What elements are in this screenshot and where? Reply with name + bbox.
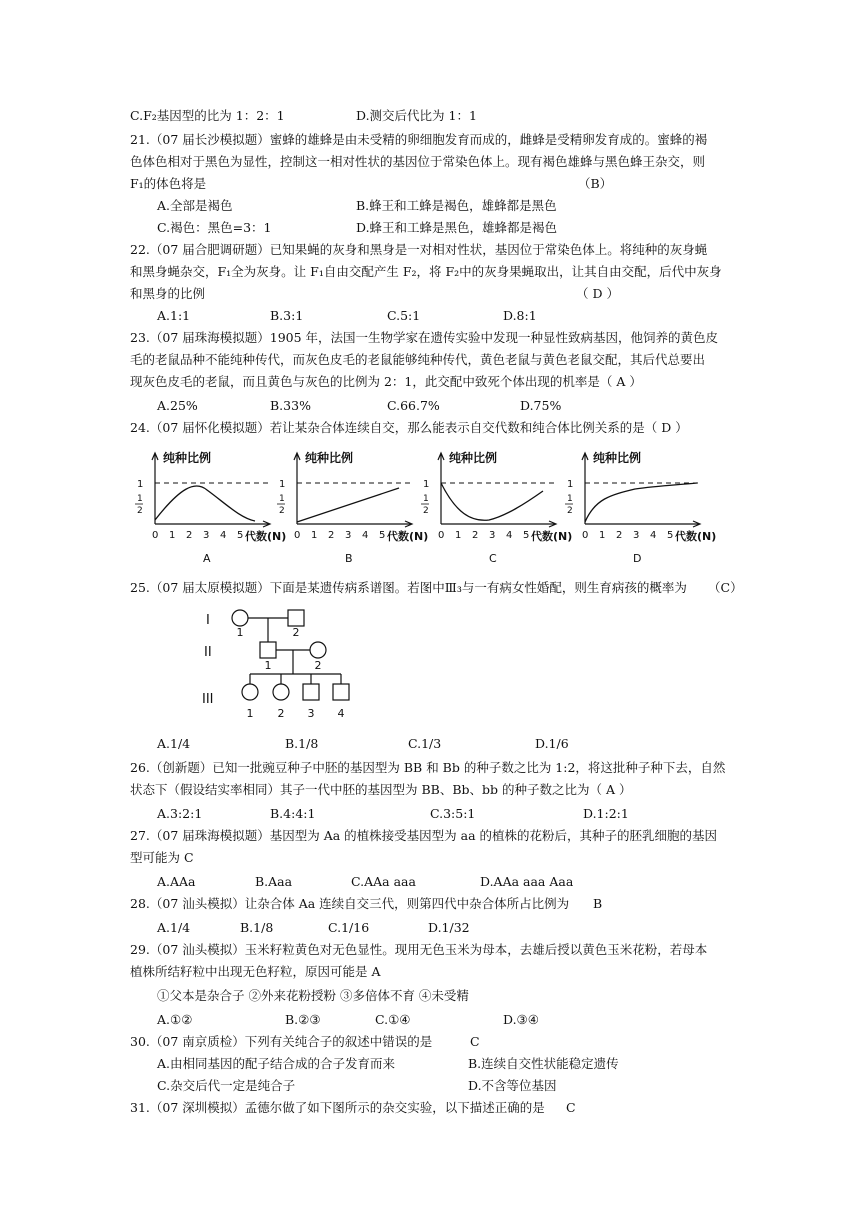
graph-a xyxy=(135,450,286,565)
pedigree-female-ii2 xyxy=(310,642,326,658)
q21-option-d: D.蜂王和工蜂是黑色，雄蜂都是褐色 xyxy=(356,220,558,235)
tick-label-x: 0 xyxy=(438,530,445,541)
tick-label-x: 4 xyxy=(362,530,369,541)
pedigree-num-i1: 1 xyxy=(236,626,244,639)
tick-label-half-den: 2 xyxy=(567,506,573,516)
y-axis-label: 纯种比例 xyxy=(593,451,642,465)
q27-option-a: A.AAa xyxy=(157,874,196,889)
x-axis-label: 代数(N) xyxy=(675,530,717,543)
q25-option-c: C.1/3 xyxy=(408,736,442,751)
y-axis-label: 纯种比例 xyxy=(449,451,498,465)
curve xyxy=(155,486,255,521)
option-c: C.F₂基因型的比为 1：2：1 xyxy=(130,108,285,123)
q30-option-c: C.杂交后代一定是纯合子 xyxy=(157,1078,296,1093)
q28-answer: B xyxy=(593,896,603,911)
tick-label-x: 1 xyxy=(599,530,606,541)
tick-label-half-num: 1 xyxy=(423,494,429,504)
q22-line3: 和黑身的比例 xyxy=(130,286,206,301)
tick-label-x: 5 xyxy=(523,530,530,541)
tick-label-x: 0 xyxy=(582,530,589,541)
tick-label-half-num: 1 xyxy=(279,494,285,504)
q26-option-d: D.1:2:1 xyxy=(583,806,629,821)
q22-line2: 和黑身蝇杂交，F₁全为灰身。让 F₁自由交配产生 F₂，将 F₂中的灰身果蝇取出，让其自由交配，后代中灰身 xyxy=(130,264,722,279)
tick-label-x: 5 xyxy=(379,530,386,541)
tick-label-half-den: 2 xyxy=(279,506,285,516)
curve xyxy=(441,483,543,520)
q27-option-b: B.Aaa xyxy=(255,874,293,889)
q23-option-c: C.66.7% xyxy=(387,398,440,413)
q29-line1: 29.（07 汕头模拟）玉米籽粒黄色对无色显性。现用无色玉米为母本，去雄后授以黄色玉米花粉，若母本 xyxy=(130,942,708,957)
q28-option-a: A.1/4 xyxy=(157,920,191,935)
q28-option-d: D.1/32 xyxy=(428,920,470,935)
q29-line2: 植株所结籽粒中出现无色籽粒，原因可能是 A xyxy=(130,964,381,979)
q26-option-b: B.4:4:1 xyxy=(270,806,316,821)
tick-label-x: 1 xyxy=(169,530,176,541)
tick-label-x: 4 xyxy=(220,530,227,541)
q27-option-d: D.AAa aaa Aaa xyxy=(480,874,574,889)
tick-label-y1: 1 xyxy=(137,479,144,490)
q23-option-a: A.25% xyxy=(157,398,198,413)
y-axis-label: 纯种比例 xyxy=(163,451,212,465)
pedigree-male-ii1 xyxy=(260,642,276,658)
q30-answer: C xyxy=(470,1034,480,1049)
q25-option-d: D.1/6 xyxy=(535,736,569,751)
pedigree-num-ii2: 2 xyxy=(314,659,322,672)
graph-name: C xyxy=(489,552,497,565)
q23-line1: 23.（07 届珠海模拟题）1905 年，法国一生物学家在遗传实验中发现一种显性致病基因，他饲养的黄色皮 xyxy=(130,330,719,345)
tick-label-x: 3 xyxy=(489,530,496,541)
pedigree-num-iii4: 4 xyxy=(337,707,345,720)
graph-name: D xyxy=(633,552,642,565)
tick-label-x: 2 xyxy=(186,530,193,541)
pedigree-num-ii1: 1 xyxy=(264,659,272,672)
q24-graphs xyxy=(0,446,860,576)
q23-line2: 毛的老鼠品种不能纯种传代，而灰色皮毛的老鼠能够纯种传代，黄色老鼠与黄色老鼠交配，其后代总要出 xyxy=(130,352,706,367)
q21-option-a: A.全部是褐色 xyxy=(157,198,233,213)
tick-label-half-num: 1 xyxy=(137,494,143,504)
q22-option-b: B.3:1 xyxy=(270,308,304,323)
q22-option-d: D.8:1 xyxy=(503,308,537,323)
q28-option-c: C.1/16 xyxy=(328,920,370,935)
q22-option-a: A.1:1 xyxy=(157,308,191,323)
x-axis-label: 代数(N) xyxy=(245,530,287,543)
pedigree-female-iii2 xyxy=(273,684,289,700)
tick-label-x: 2 xyxy=(616,530,623,541)
q21-line3: F₁的体色将是 xyxy=(130,176,207,191)
pedigree-female-i1 xyxy=(232,610,248,626)
q26-line2: 状态下（假设结实率相同）其子一代中胚的基因型为 BB、Bb、bb 的种子数之比为（ A ） xyxy=(130,782,632,797)
q29-statements: ①父本是杂合子 ②外来花粉授粉 ③多倍体不育 ④未受精 xyxy=(157,988,469,1003)
graph-c xyxy=(421,450,572,565)
tick-label-x: 3 xyxy=(345,530,352,541)
generation-i-label: I xyxy=(206,613,210,628)
graph-b xyxy=(277,450,428,565)
tick-label-x: 4 xyxy=(506,530,513,541)
pedigree-male-iii3 xyxy=(303,684,319,700)
q30-option-b: B.连续自交性状能稳定遗传 xyxy=(468,1056,619,1071)
q28-option-b: B.1/8 xyxy=(240,920,274,935)
curve xyxy=(297,488,399,522)
q21-line1: 21.（07 届长沙模拟题）蜜蜂的雄蜂是由未受精的卵细胞发育而成的，雌蜂是受精卵发育成的。蜜蜂的褐 xyxy=(130,132,708,147)
tick-label-x: 1 xyxy=(311,530,318,541)
pedigree-chart xyxy=(190,602,590,732)
tick-label-y1: 1 xyxy=(279,479,286,490)
tick-label-x: 0 xyxy=(152,530,159,541)
x-axis-label: 代数(N) xyxy=(531,530,573,543)
q29-option-a: A.①② xyxy=(157,1012,193,1027)
tick-label-x: 0 xyxy=(294,530,301,541)
q28-line1: 28.（07 汕头模拟）让杂合体 Aa 连续自交三代，则第四代中杂合体所占比例为 xyxy=(130,896,570,911)
q30-option-a: A.由相同基因的配子结合成的合子发育而来 xyxy=(157,1056,396,1071)
y-axis-label: 纯种比例 xyxy=(305,451,354,465)
pedigree-female-iii1 xyxy=(242,684,258,700)
q23-option-b: B.33% xyxy=(270,398,311,413)
q22-option-c: C.5:1 xyxy=(387,308,421,323)
graph-d xyxy=(565,450,716,565)
tick-label-y1: 1 xyxy=(423,479,430,490)
q21-answer: （B） xyxy=(578,176,613,191)
tick-label-x: 3 xyxy=(633,530,640,541)
tick-label-x: 1 xyxy=(455,530,462,541)
q26-option-a: A.3:2:1 xyxy=(157,806,203,821)
q25-line1: 25.（07 届太原模拟题）下面是某遗传病系谱图。若图中Ⅲ₃与一有病女性婚配，则生育病孩的概率为 xyxy=(130,580,687,595)
q22-answer: （ D ） xyxy=(576,286,619,301)
q27-line1: 27.（07 届珠海模拟题）基因型为 Aa 的植株接受基因型为 aa 的植株的花粉后，其种子的胚乳细胞的基因 xyxy=(130,828,718,843)
tick-label-y1: 1 xyxy=(567,479,574,490)
tick-label-x: 5 xyxy=(237,530,244,541)
q29-option-c: C.①④ xyxy=(375,1012,411,1027)
tick-label-x: 2 xyxy=(328,530,335,541)
pedigree-male-i2 xyxy=(288,610,304,626)
pedigree-male-iii4 xyxy=(333,684,349,700)
q21-option-b: B.蜂王和工蜂是褐色，雄蜂都是黑色 xyxy=(356,198,557,213)
q26-option-c: C.3:5:1 xyxy=(430,806,476,821)
q23-line3: 现灰色皮毛的老鼠，而且黄色与灰色的比例为 2：1，此交配中致死个体出现的机率是（ A ） xyxy=(130,374,642,389)
q21-option-c: C.褐色：黑色=3：1 xyxy=(157,220,272,235)
q21-line2: 色体色相对于黑色为显性，控制这一相对性状的基因位于常染色体上。现有褐色雄蜂与黑色蜂王杂交，则 xyxy=(130,154,706,169)
q27-line2: 型可能为 C xyxy=(130,850,194,865)
q31-answer: C xyxy=(566,1100,576,1115)
q25-answer: （C） xyxy=(708,580,743,595)
tick-label-x: 4 xyxy=(650,530,657,541)
q30-option-d: D.不含等位基因 xyxy=(468,1078,557,1093)
graph-name: A xyxy=(203,552,211,565)
tick-label-half-den: 2 xyxy=(423,506,429,516)
tick-label-x: 2 xyxy=(472,530,479,541)
q31-line1: 31.（07 深圳模拟）孟德尔做了如下图所示的杂交实验，以下描述正确的是 xyxy=(130,1100,545,1115)
generation-iii-label: III xyxy=(202,692,214,707)
pedigree-num-i2: 2 xyxy=(292,626,300,639)
graph-name: B xyxy=(345,552,353,565)
pedigree-num-iii2: 2 xyxy=(277,707,285,720)
q30-line1: 30.（07 南京质检）下列有关纯合子的叙述中错误的是 xyxy=(130,1034,433,1049)
q25-option-a: A.1/4 xyxy=(157,736,191,751)
q24-line1: 24.（07 届怀化模拟题）若让某杂合体连续自交，那么能表示自交代数和纯合体比例关系的是（ D ） xyxy=(130,420,688,435)
tick-label-half-den: 2 xyxy=(137,506,143,516)
x-axis-label: 代数(N) xyxy=(387,530,429,543)
option-d: D.测交后代比为 1：1 xyxy=(356,108,477,123)
q27-option-c: C.AAa aaa xyxy=(351,874,416,889)
pedigree-num-iii3: 3 xyxy=(307,707,315,720)
q25-option-b: B.1/8 xyxy=(285,736,319,751)
tick-label-half-num: 1 xyxy=(567,494,573,504)
curve xyxy=(585,483,697,522)
pedigree-num-iii1: 1 xyxy=(246,707,254,720)
q26-line1: 26.（创新题）已知一批豌豆种子中胚的基因型为 BB 和 Bb 的种子数之比为 1:2，将这批种子种下去，自然 xyxy=(130,760,726,775)
q23-option-d: D.75% xyxy=(520,398,562,413)
tick-label-x: 3 xyxy=(203,530,210,541)
q29-option-d: D.③④ xyxy=(503,1012,539,1027)
tick-label-x: 5 xyxy=(667,530,674,541)
q29-option-b: B.②③ xyxy=(285,1012,321,1027)
generation-ii-label: II xyxy=(204,645,212,660)
q22-line1: 22.（07 届合肥调研题）已知果蝇的灰身和黑身是一对相对性状，基因位于常染色体上。将纯种的灰身蝇 xyxy=(130,242,708,257)
